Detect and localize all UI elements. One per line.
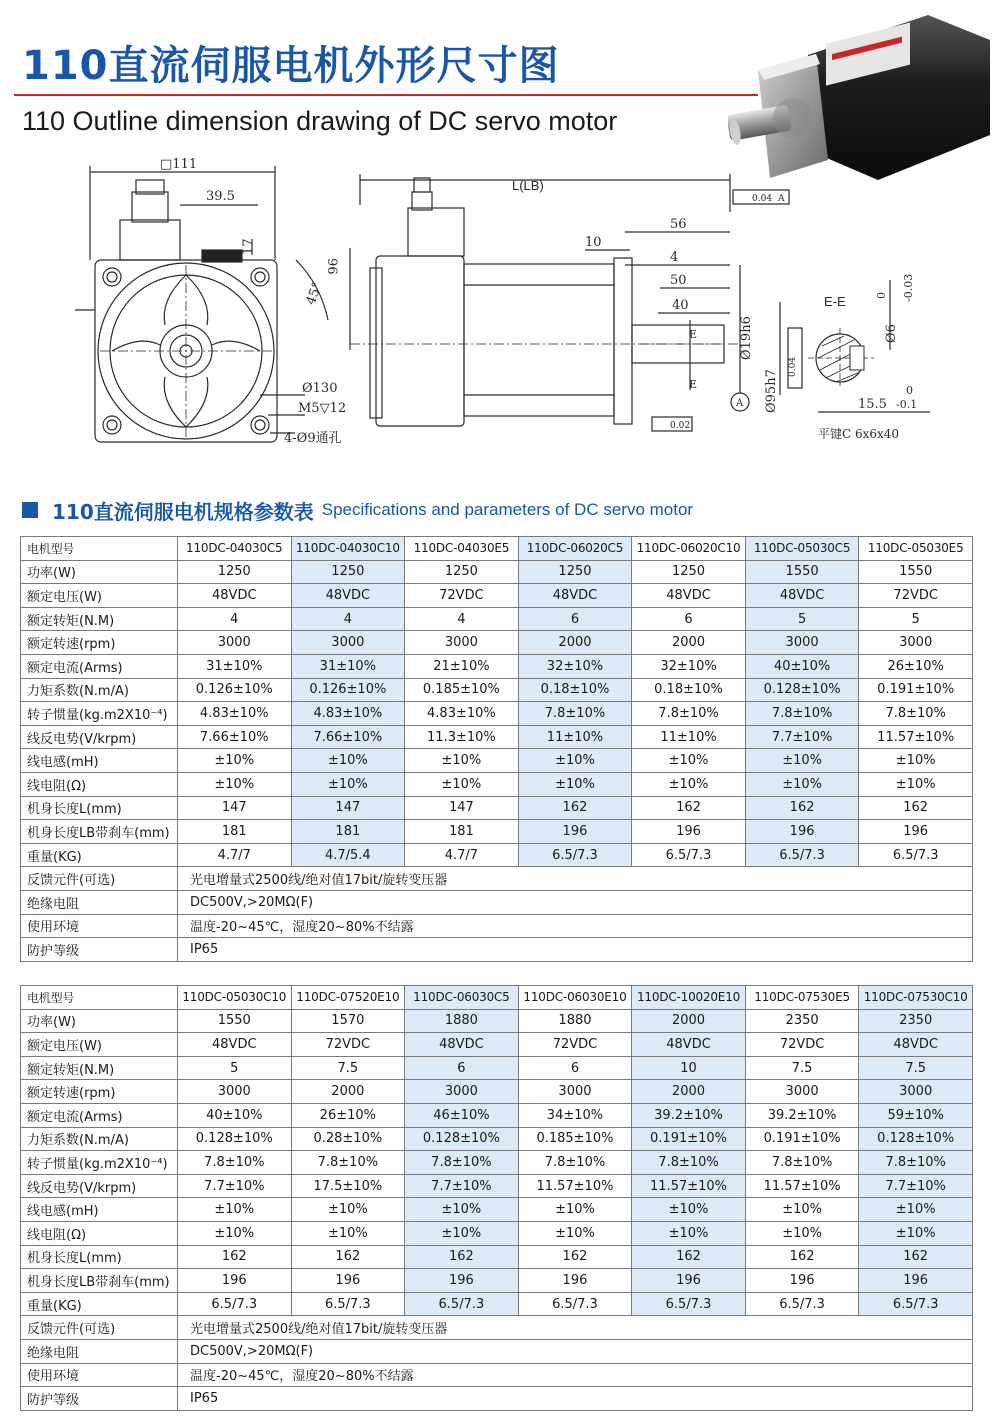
value-cell: 1250: [632, 560, 746, 584]
value-cell: ±10%: [632, 1221, 746, 1245]
value-cell: 6: [518, 1056, 632, 1080]
model-cell: 110DC-06020C10: [632, 537, 746, 561]
value-cell: 4.83±10%: [291, 702, 405, 726]
dim-56: 56: [670, 217, 687, 232]
value-cell: 3000: [405, 631, 519, 655]
value-cell: 4: [291, 607, 405, 631]
common-feedback-cell: 光电增量式2500线/绝对值17bit/旋转变压器: [178, 867, 973, 891]
value-cell: 5: [745, 607, 859, 631]
value-cell: 3000: [859, 631, 973, 655]
dim-spigot-95h7: Ø95h7: [764, 369, 779, 413]
model-cell: 110DC-05030C10: [178, 986, 292, 1010]
value-cell: ±10%: [745, 1198, 859, 1222]
value-cell: 181: [291, 820, 405, 844]
row-label: 电机型号: [21, 986, 178, 1010]
row-label: 防护等级: [21, 1387, 178, 1411]
value-cell: 1550: [859, 560, 973, 584]
row-label: 机身长度LB带刹车(mm): [21, 820, 178, 844]
value-cell: 196: [632, 1269, 746, 1293]
value-cell: 162: [518, 796, 632, 820]
datum-a: A: [736, 398, 744, 409]
value-cell: 196: [745, 1269, 859, 1293]
value-cell: 11.57±10%: [518, 1174, 632, 1198]
value-cell: 7.66±10%: [291, 725, 405, 749]
model-cell: 110DC-10020E10: [632, 986, 746, 1010]
value-cell: 4.83±10%: [178, 702, 292, 726]
value-cell: 72VDC: [405, 584, 519, 608]
value-cell: 59±10%: [859, 1103, 973, 1127]
row-label: 重量(KG): [21, 843, 178, 867]
value-cell: ±10%: [745, 1221, 859, 1245]
value-cell: 3000: [745, 1080, 859, 1104]
value-cell: 6.5/7.3: [859, 843, 973, 867]
value-cell: 3000: [178, 1080, 292, 1104]
value-cell: 4: [405, 607, 519, 631]
section-key-note: 平键C 6x6x40: [818, 427, 900, 441]
value-cell: 0.28±10%: [291, 1127, 405, 1151]
value-cell: 0.128±10%: [405, 1127, 519, 1151]
value-cell: 31±10%: [291, 654, 405, 678]
section-key-15-5: 15.5: [858, 397, 887, 412]
model-cell: 110DC-07530C10: [859, 986, 973, 1010]
value-cell: 26±10%: [291, 1103, 405, 1127]
value-cell: 196: [859, 1269, 973, 1293]
value-cell: ±10%: [291, 1221, 405, 1245]
value-cell: 3000: [291, 631, 405, 655]
value-cell: 196: [632, 820, 746, 844]
value-cell: 6.5/7.3: [632, 1292, 746, 1316]
section-mark-e-bottom: E: [689, 378, 698, 391]
value-cell: 5: [178, 1056, 292, 1080]
value-cell: ±10%: [291, 1198, 405, 1222]
model-cell: 110DC-06020C5: [518, 537, 632, 561]
value-cell: 1250: [405, 560, 519, 584]
value-cell: 4.7/7: [405, 843, 519, 867]
tolerance-0-04-side: 0.04: [788, 356, 798, 377]
dim-length-l-lb: L(LB): [512, 178, 544, 193]
row-label: 转子惯量(kg.m2X10⁻⁴): [21, 702, 178, 726]
model-cell: 110DC-04030C5: [178, 537, 292, 561]
section-dia-6: Ø6: [884, 324, 899, 343]
value-cell: 162: [745, 1245, 859, 1269]
dim-4: 4: [670, 250, 679, 265]
value-cell: ±10%: [518, 749, 632, 773]
value-cell: 1880: [518, 1009, 632, 1033]
dim-thread-m5: M5▽12: [298, 401, 347, 416]
row-label: 额定电流(Arms): [21, 1103, 178, 1127]
value-cell: 3000: [178, 631, 292, 655]
dim-40: 40: [672, 298, 689, 313]
value-cell: 5: [859, 607, 973, 631]
value-cell: 3000: [745, 631, 859, 655]
value-cell: 0.191±10%: [632, 1127, 746, 1151]
value-cell: 1550: [745, 560, 859, 584]
value-cell: 6.5/7.3: [859, 1292, 973, 1316]
row-label: 绝缘电阻: [21, 890, 178, 914]
common-protection-cell: IP65: [178, 938, 973, 962]
value-cell: 4: [178, 607, 292, 631]
value-cell: 6.5/7.3: [405, 1292, 519, 1316]
value-cell: ±10%: [859, 749, 973, 773]
value-cell: 7.8±10%: [859, 1151, 973, 1175]
page-title-cn: 110直流伺服电机外形尺寸图: [22, 43, 560, 89]
value-cell: 11.57±10%: [745, 1174, 859, 1198]
value-cell: 162: [859, 796, 973, 820]
section-ee-title: E-E: [824, 294, 846, 309]
tolerance-0-02: 0.02: [670, 421, 691, 431]
row-label: 额定电流(Arms): [21, 654, 178, 678]
row-label: 线反电势(V/krpm): [21, 725, 178, 749]
value-cell: 7.8±10%: [178, 1151, 292, 1175]
value-cell: ±10%: [178, 1198, 292, 1222]
value-cell: 162: [405, 1245, 519, 1269]
value-cell: 6.5/7.3: [518, 1292, 632, 1316]
value-cell: ±10%: [291, 772, 405, 796]
value-cell: ±10%: [178, 772, 292, 796]
value-cell: 3000: [518, 1080, 632, 1104]
row-label: 线电阻(Ω): [21, 1221, 178, 1245]
value-cell: 11±10%: [632, 725, 746, 749]
model-cell: 110DC-07530E5: [745, 986, 859, 1010]
row-label: 重量(KG): [21, 1292, 178, 1316]
value-cell: 2000: [632, 1080, 746, 1104]
value-cell: 162: [859, 1245, 973, 1269]
value-cell: 196: [291, 1269, 405, 1293]
row-label: 功率(W): [21, 1009, 178, 1033]
value-cell: 0.128±10%: [745, 678, 859, 702]
value-cell: 196: [518, 820, 632, 844]
value-cell: 48VDC: [405, 1033, 519, 1057]
common-protection-cell: IP65: [178, 1387, 973, 1411]
value-cell: 2350: [745, 1009, 859, 1033]
row-label: 机身长度L(mm): [21, 1245, 178, 1269]
model-cell: 110DC-05030E5: [859, 537, 973, 561]
row-label: 反馈元件(可选): [21, 1316, 178, 1340]
model-cell: 110DC-06030C5: [405, 986, 519, 1010]
value-cell: 1570: [291, 1009, 405, 1033]
value-cell: 196: [859, 820, 973, 844]
value-cell: 7.7±10%: [745, 725, 859, 749]
row-label: 额定转矩(N.M): [21, 1056, 178, 1080]
row-label: 线反电势(V/krpm): [21, 1174, 178, 1198]
value-cell: ±10%: [859, 772, 973, 796]
value-cell: 7.8±10%: [859, 702, 973, 726]
spec-section-header: [22, 496, 693, 524]
value-cell: 0.191±10%: [859, 678, 973, 702]
value-cell: 162: [518, 1245, 632, 1269]
value-cell: ±10%: [632, 772, 746, 796]
value-cell: 6.5/7.3: [745, 843, 859, 867]
dim-holes-4x9: 4-Ø9通孔: [284, 431, 342, 446]
value-cell: 48VDC: [518, 584, 632, 608]
value-cell: 162: [745, 796, 859, 820]
value-cell: 11.3±10%: [405, 725, 519, 749]
value-cell: 7.8±10%: [518, 702, 632, 726]
value-cell: 0.185±10%: [405, 678, 519, 702]
value-cell: 2000: [632, 631, 746, 655]
value-cell: 17.5±10%: [291, 1174, 405, 1198]
spec-section-title-cn: 110直流伺服电机规格参数表: [52, 499, 314, 524]
value-cell: 1550: [178, 1009, 292, 1033]
value-cell: 3000: [859, 1080, 973, 1104]
value-cell: 6.5/7.3: [632, 843, 746, 867]
value-cell: 1250: [291, 560, 405, 584]
value-cell: 1250: [518, 560, 632, 584]
value-cell: ±10%: [405, 749, 519, 773]
value-cell: 48VDC: [178, 584, 292, 608]
value-cell: ±10%: [518, 772, 632, 796]
value-cell: 1880: [405, 1009, 519, 1033]
value-cell: ±10%: [745, 772, 859, 796]
value-cell: ±10%: [518, 1221, 632, 1245]
page-title-en: 110 Outline dimension drawing of DC servo motor: [22, 106, 618, 136]
row-label: 额定电压(W): [21, 1033, 178, 1057]
value-cell: 32±10%: [632, 654, 746, 678]
spec-table-2: [20, 985, 973, 1411]
value-cell: 7.8±10%: [518, 1151, 632, 1175]
row-label: 额定转速(rpm): [21, 631, 178, 655]
value-cell: 21±10%: [405, 654, 519, 678]
value-cell: 10: [632, 1056, 746, 1080]
section-mark-e-top: E: [689, 328, 698, 341]
row-label: 额定转矩(N.M): [21, 607, 178, 631]
row-label: 绝缘电阻: [21, 1339, 178, 1363]
spec-table-1: [20, 536, 973, 962]
row-label: 线电感(mH): [21, 1198, 178, 1222]
value-cell: ±10%: [178, 749, 292, 773]
value-cell: 196: [405, 1269, 519, 1293]
outline-dimension-drawing: [40, 150, 970, 480]
row-label: 电机型号: [21, 537, 178, 561]
row-label: 转子惯量(kg.m2X10⁻⁴): [21, 1151, 178, 1175]
common-environment-cell: 温度-20~45℃，湿度20~80%不结露: [178, 914, 973, 938]
model-cell: 110DC-05030C5: [745, 537, 859, 561]
value-cell: 2000: [518, 631, 632, 655]
value-cell: ±10%: [859, 1198, 973, 1222]
value-cell: 6.5/7.3: [178, 1292, 292, 1316]
dim-shaft-19h6: Ø19h6: [739, 316, 754, 360]
value-cell: 3000: [405, 1080, 519, 1104]
value-cell: ±10%: [632, 1198, 746, 1222]
value-cell: 72VDC: [291, 1033, 405, 1057]
value-cell: 72VDC: [859, 584, 973, 608]
row-label: 防护等级: [21, 938, 178, 962]
value-cell: 1250: [178, 560, 292, 584]
row-label: 力矩系数(N.m/A): [21, 678, 178, 702]
value-cell: ±10%: [745, 749, 859, 773]
value-cell: ±10%: [632, 749, 746, 773]
value-cell: 6: [518, 607, 632, 631]
value-cell: 0.128±10%: [859, 1127, 973, 1151]
value-cell: 162: [632, 1245, 746, 1269]
value-cell: 7.8±10%: [745, 1151, 859, 1175]
value-cell: 48VDC: [178, 1033, 292, 1057]
section-key-tol-bottom: -0.1: [896, 398, 918, 411]
value-cell: 32±10%: [518, 654, 632, 678]
value-cell: 2350: [859, 1009, 973, 1033]
value-cell: ±10%: [518, 1198, 632, 1222]
value-cell: 26±10%: [859, 654, 973, 678]
value-cell: 4.7/5.4: [291, 843, 405, 867]
value-cell: ±10%: [405, 772, 519, 796]
value-cell: 46±10%: [405, 1103, 519, 1127]
value-cell: 72VDC: [518, 1033, 632, 1057]
value-cell: 7.7±10%: [178, 1174, 292, 1198]
row-label: 功率(W): [21, 560, 178, 584]
value-cell: 6: [405, 1056, 519, 1080]
section-dia-tol-bottom: -0.03: [902, 273, 915, 302]
value-cell: 162: [632, 796, 746, 820]
value-cell: 196: [518, 1269, 632, 1293]
row-label: 机身长度LB带刹车(mm): [21, 1269, 178, 1293]
value-cell: 162: [178, 1245, 292, 1269]
value-cell: 2000: [632, 1009, 746, 1033]
value-cell: 4.83±10%: [405, 702, 519, 726]
value-cell: 0.128±10%: [178, 1127, 292, 1151]
tolerance-datum-a: A: [778, 194, 785, 204]
value-cell: 0.191±10%: [745, 1127, 859, 1151]
value-cell: 6.5/7.3: [745, 1292, 859, 1316]
model-cell: 110DC-06030E10: [518, 986, 632, 1010]
value-cell: 147: [291, 796, 405, 820]
value-cell: 2000: [291, 1080, 405, 1104]
value-cell: 162: [291, 1245, 405, 1269]
common-feedback-cell: 光电增量式2500线/绝对值17bit/旋转变压器: [178, 1316, 973, 1340]
value-cell: ±10%: [859, 1221, 973, 1245]
value-cell: 4.7/7: [178, 843, 292, 867]
value-cell: 6.5/7.3: [518, 843, 632, 867]
value-cell: 6: [632, 607, 746, 631]
row-label: 使用环境: [21, 1363, 178, 1387]
dim-50: 50: [670, 273, 687, 288]
model-cell: 110DC-07520E10: [291, 986, 405, 1010]
dim-pcd-130: Ø130: [302, 381, 338, 396]
common-insulation-cell: DC500V,>20MΩ(F): [178, 1339, 973, 1363]
row-label: 机身长度L(mm): [21, 796, 178, 820]
row-label: 力矩系数(N.m/A): [21, 1127, 178, 1151]
value-cell: 39.2±10%: [745, 1103, 859, 1127]
value-cell: 181: [405, 820, 519, 844]
value-cell: 6.5/7.3: [291, 1292, 405, 1316]
value-cell: 11.57±10%: [859, 725, 973, 749]
value-cell: 48VDC: [291, 584, 405, 608]
common-insulation-cell: DC500V,>20MΩ(F): [178, 890, 973, 914]
row-label: 线电感(mH): [21, 749, 178, 773]
value-cell: 7.7±10%: [859, 1174, 973, 1198]
value-cell: 48VDC: [745, 584, 859, 608]
dim-10: 10: [585, 235, 602, 250]
value-cell: 0.126±10%: [291, 678, 405, 702]
dim-96: 96: [324, 258, 339, 275]
value-cell: 196: [178, 1269, 292, 1293]
value-cell: 48VDC: [632, 1033, 746, 1057]
section-key-tol-top: 0: [906, 384, 913, 397]
section-dia-tol-top: 0: [875, 292, 888, 299]
value-cell: 196: [745, 820, 859, 844]
row-label: 使用环境: [21, 914, 178, 938]
row-label: 额定电压(W): [21, 584, 178, 608]
value-cell: 0.126±10%: [178, 678, 292, 702]
row-label: 反馈元件(可选): [21, 867, 178, 891]
model-cell: 110DC-04030E5: [405, 537, 519, 561]
value-cell: 7.8±10%: [632, 1151, 746, 1175]
dim-offset-39-5: 39.5: [206, 189, 235, 204]
value-cell: 72VDC: [745, 1033, 859, 1057]
value-cell: ±10%: [405, 1221, 519, 1245]
value-cell: ±10%: [405, 1198, 519, 1222]
value-cell: 7.66±10%: [178, 725, 292, 749]
value-cell: 7.8±10%: [405, 1151, 519, 1175]
value-cell: 7.7±10%: [405, 1174, 519, 1198]
dim-angle-45: 45°: [303, 280, 326, 308]
value-cell: 48VDC: [859, 1033, 973, 1057]
value-cell: ±10%: [178, 1221, 292, 1245]
value-cell: 7.8±10%: [632, 702, 746, 726]
value-cell: 7.8±10%: [291, 1151, 405, 1175]
value-cell: 34±10%: [518, 1103, 632, 1127]
value-cell: 147: [405, 796, 519, 820]
value-cell: 7.8±10%: [745, 702, 859, 726]
value-cell: 40±10%: [745, 654, 859, 678]
value-cell: 0.18±10%: [632, 678, 746, 702]
title-divider: [14, 94, 758, 96]
section-bullet-icon: [22, 502, 38, 518]
dim-width-111: □111: [160, 157, 198, 172]
value-cell: 7.5: [859, 1056, 973, 1080]
common-environment-cell: 温度-20~45℃，湿度20~80%不结露: [178, 1363, 973, 1387]
value-cell: 0.185±10%: [518, 1127, 632, 1151]
row-label: 线电阻(Ω): [21, 772, 178, 796]
value-cell: 0.18±10%: [518, 678, 632, 702]
dim-height-17: 17: [241, 238, 256, 255]
value-cell: 7.5: [291, 1056, 405, 1080]
value-cell: 31±10%: [178, 654, 292, 678]
value-cell: 11±10%: [518, 725, 632, 749]
spec-section-title-en: Specifications and parameters of DC servo motor: [321, 500, 694, 519]
value-cell: 39.2±10%: [632, 1103, 746, 1127]
value-cell: ±10%: [291, 749, 405, 773]
value-cell: 7.5: [745, 1056, 859, 1080]
model-cell: 110DC-04030C10: [291, 537, 405, 561]
value-cell: 48VDC: [632, 584, 746, 608]
tolerance-0-04-top: 0.04: [752, 194, 773, 204]
value-cell: 11.57±10%: [632, 1174, 746, 1198]
row-label: 额定转速(rpm): [21, 1080, 178, 1104]
value-cell: 147: [178, 796, 292, 820]
value-cell: 181: [178, 820, 292, 844]
value-cell: 40±10%: [178, 1103, 292, 1127]
